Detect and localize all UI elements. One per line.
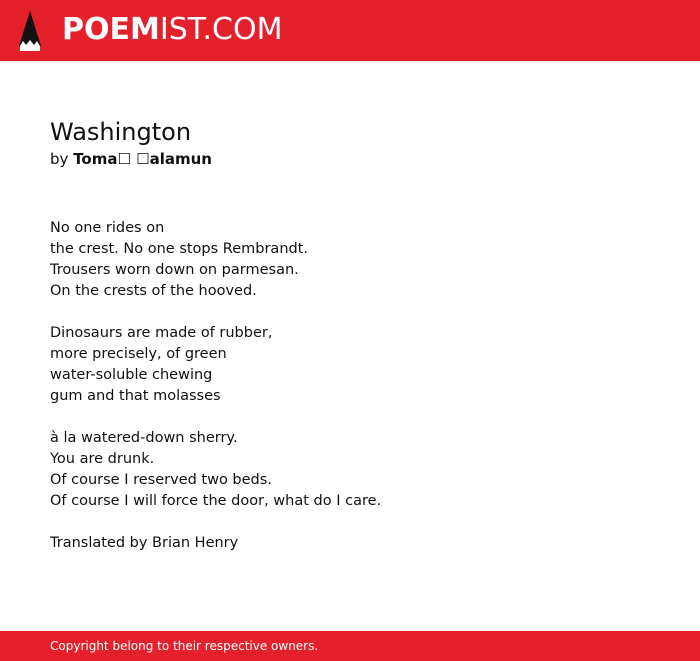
- poem-line: more precisely, of green: [50, 346, 227, 362]
- poem-title: Washington: [50, 118, 192, 146]
- poem-content: [50, 116, 650, 554]
- translator-credit: Translated by Brian Henry: [50, 535, 239, 551]
- copyright-text: Copyright belong to their respective owners.: [50, 639, 319, 653]
- poem-author[interactable]: Toma☐ ☐alamun: [73, 150, 212, 168]
- pencil-tip-icon[interactable]: [18, 10, 42, 52]
- poem-body: [50, 218, 650, 554]
- by-label: by: [50, 150, 69, 168]
- poem-line: water-soluble chewing: [50, 367, 213, 383]
- poem-line: à la watered-down sherry.: [50, 430, 238, 446]
- poem-stanza: [50, 218, 650, 302]
- brand-bold-text: POEM: [62, 12, 160, 47]
- site-header: [0, 0, 700, 61]
- poem-line: No one rides on: [50, 220, 165, 236]
- brand-light-text: IST.COM: [159, 12, 283, 47]
- poem-byline: [50, 148, 650, 170]
- poem-line: Dinosaurs are made of rubber,: [50, 325, 273, 341]
- poem-line: You are drunk.: [50, 451, 155, 467]
- poem-line: On the crests of the hooved.: [50, 283, 257, 299]
- poem-line: Of course I reserved two beds.: [50, 472, 272, 488]
- poem-line: gum and that molasses: [50, 388, 221, 404]
- poem-stanza: [50, 428, 650, 512]
- poem-stanza: [50, 323, 650, 407]
- poem-line: Trousers worn down on parmesan.: [50, 262, 299, 278]
- poem-line: Of course I will force the door, what do I care.: [50, 493, 382, 509]
- site-brand-link[interactable]: [62, 10, 282, 50]
- poem-line: the crest. No one stops Rembrandt.: [50, 241, 309, 257]
- site-footer: [0, 631, 700, 661]
